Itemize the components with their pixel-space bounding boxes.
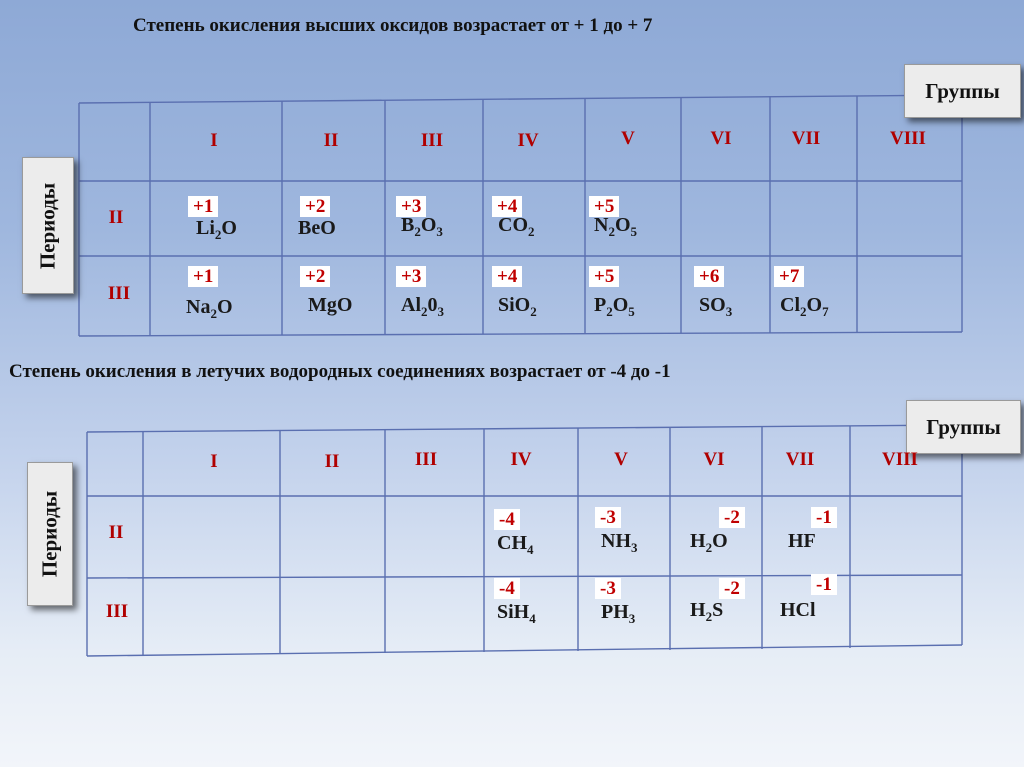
t1-period-label-2: II — [108, 207, 124, 228]
t1-group-header-2: II — [323, 130, 339, 151]
t2-group-header-8: VIII — [882, 449, 918, 470]
t2-period-label-2: II — [108, 522, 124, 543]
hydride-oxidation-state: -4 — [494, 578, 520, 599]
groups-label: Группы — [926, 414, 1001, 439]
oxide-oxidation-state: +5 — [589, 266, 619, 287]
hydride-formula: HF — [788, 530, 816, 552]
t1-group-header-6: VI — [710, 128, 732, 149]
oxide-formula: $Al_20_3$ — [401, 294, 444, 319]
oxide-formula: MgO — [308, 294, 353, 316]
hydride-oxidation-state: -3 — [595, 507, 621, 528]
hydride-formula: $PH_3$ — [601, 601, 636, 626]
t1-group-header-1: I — [210, 130, 218, 151]
oxide-oxidation-state: +3 — [396, 196, 426, 217]
groups-label: Группы — [925, 78, 1000, 103]
t1-group-header-8: VIII — [890, 128, 926, 149]
oxide-oxidation-state: +4 — [492, 196, 522, 217]
t2-group-header-6: VI — [703, 449, 725, 470]
oxide-oxidation-state: +7 — [774, 266, 804, 287]
t2-period-label-3: III — [105, 601, 129, 622]
oxide-formula: $Li_2O$ — [196, 217, 237, 242]
oxide-formula: $B_2O_3$ — [401, 214, 443, 239]
hydride-oxidation-state: -1 — [811, 507, 837, 528]
t1-group-header-5: V — [621, 128, 635, 149]
hydride-formula: SiH$_4$ — [497, 601, 536, 626]
hydride-oxidation-state: -3 — [595, 578, 621, 599]
oxide-formula: BeO — [298, 217, 336, 239]
groups-label-box-1 — [904, 64, 1021, 118]
oxide-oxidation-state: +1 — [188, 196, 218, 217]
oxide-formula: $P_2O_5$ — [594, 294, 635, 319]
t1-period-label-3: III — [107, 283, 131, 304]
periods-label-box-1 — [22, 157, 74, 294]
t1-group-header-4: IV — [517, 130, 539, 151]
hydride-oxidation-state: -2 — [719, 578, 745, 599]
t2-group-header-7: VII — [785, 449, 815, 470]
t2-group-header-1: I — [210, 451, 218, 472]
oxide-oxidation-state: +4 — [492, 266, 522, 287]
oxide-formula: SiO$_2$ — [498, 294, 537, 319]
t2-group-header-4: IV — [510, 449, 532, 470]
heading-oxides: Степень окисления высших оксидов возрастает от + 1 до + 7 — [133, 15, 653, 36]
hydride-oxidation-state: -4 — [494, 509, 520, 530]
hydride-oxidation-state: -2 — [719, 507, 745, 528]
hydride-formula: $NH_3$ — [601, 530, 638, 555]
t1-group-header-7: VII — [791, 128, 821, 149]
oxide-formula: $CO_2$ — [498, 214, 535, 239]
oxide-oxidation-state: +1 — [188, 266, 218, 287]
oxide-oxidation-state: +6 — [694, 266, 724, 287]
t1-group-header-3: III — [420, 130, 444, 151]
oxide-oxidation-state: +2 — [300, 196, 330, 217]
hydride-formula: $H_2O$ — [690, 530, 728, 555]
oxide-formula: $N_2O_5$ — [594, 214, 638, 239]
oxide-oxidation-state: +3 — [396, 266, 426, 287]
hydride-formula: $CH_4$ — [497, 532, 534, 557]
periods-label-box-2 — [27, 462, 73, 606]
oxide-oxidation-state: +2 — [300, 266, 330, 287]
hydride-formula: $H_2S$ — [690, 599, 724, 624]
t2-group-header-2: II — [324, 451, 340, 472]
oxide-formula: $SO_3$ — [699, 294, 733, 319]
oxide-formula: $Na_2O$ — [186, 296, 233, 321]
t2-group-header-3: III — [414, 449, 438, 470]
oxide-formula: $Cl_2O_7$ — [780, 294, 829, 319]
periods-label: Периоды — [35, 182, 60, 269]
heading-hydrides: Степень окисления в летучих водородных соединениях возрастает от -4 до -1 — [9, 361, 671, 382]
oxide-oxidation-state: +5 — [589, 196, 619, 217]
groups-label-box-2 — [906, 400, 1021, 454]
hydride-formula: HCl — [780, 599, 816, 621]
hydride-oxidation-state: -1 — [811, 574, 837, 595]
t2-group-header-5: V — [614, 449, 628, 470]
periods-label: Периоды — [37, 490, 62, 578]
